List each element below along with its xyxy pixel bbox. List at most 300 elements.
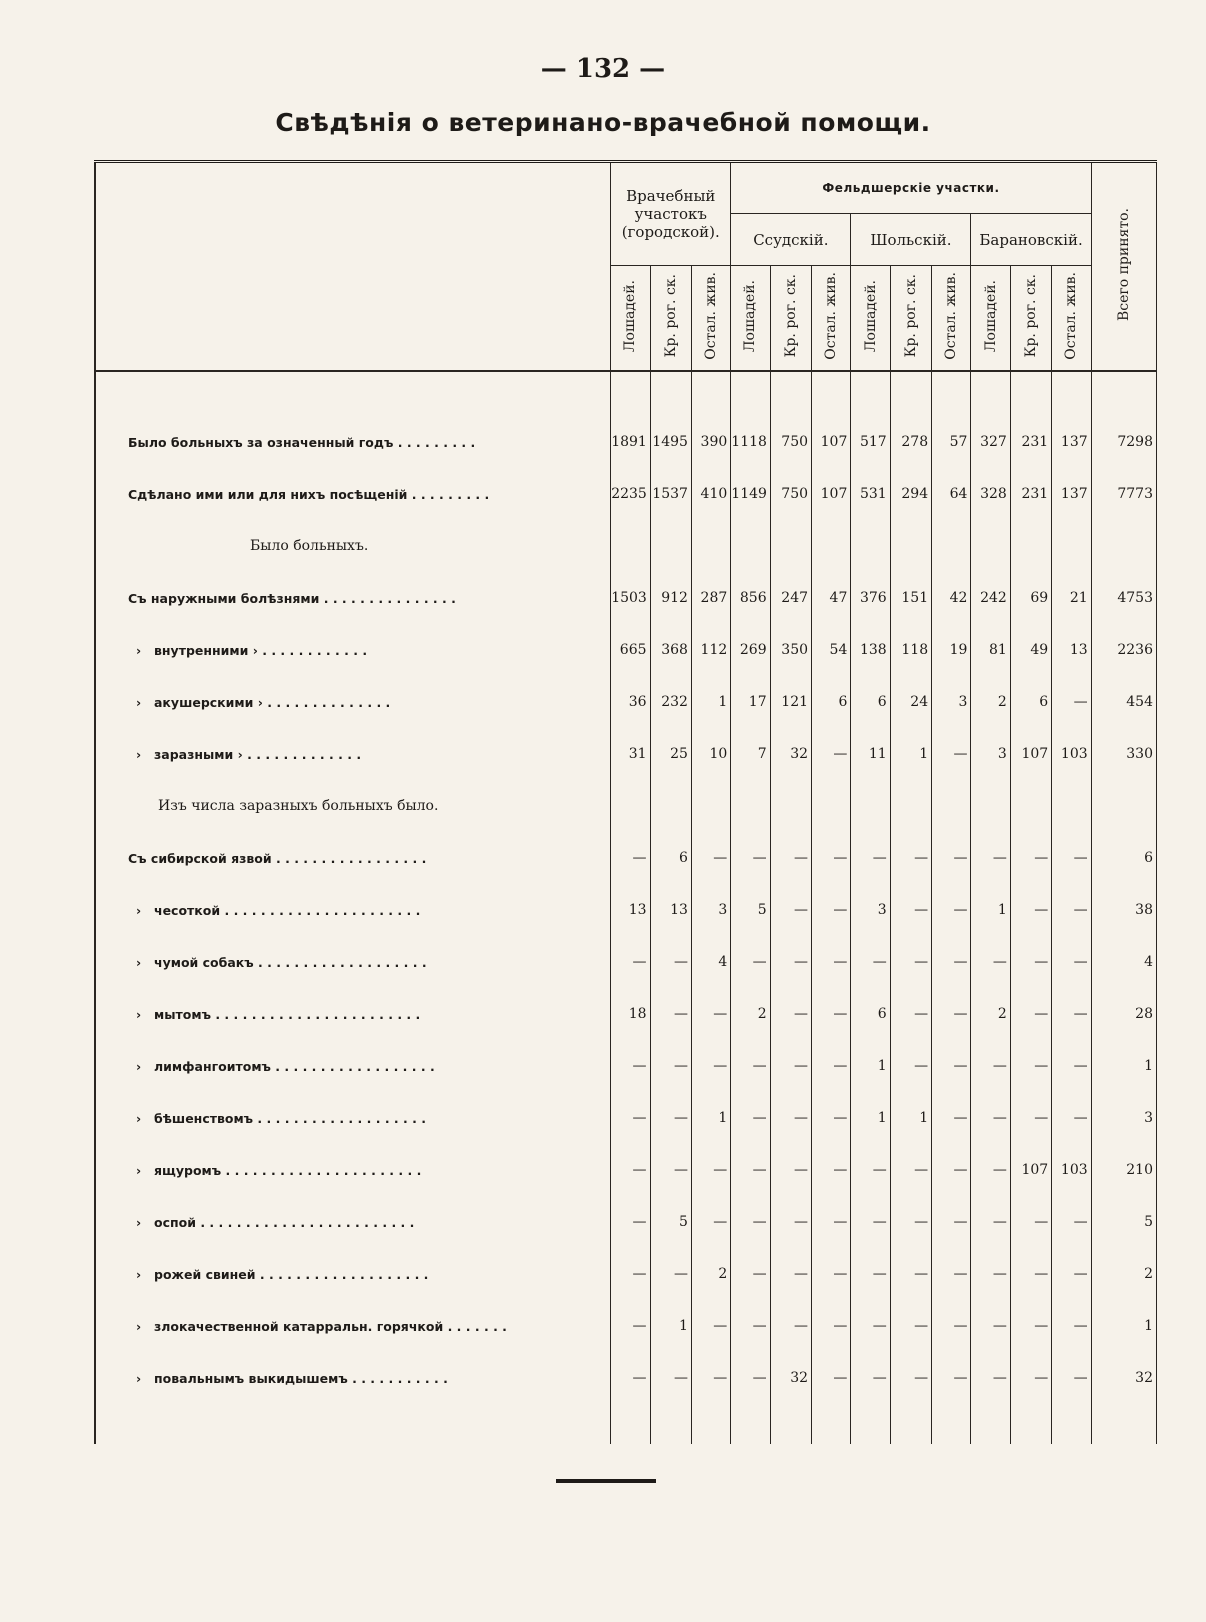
total-cell: 7298 (1091, 416, 1156, 468)
value-cell: — (812, 884, 851, 936)
value-cell: 269 (731, 624, 770, 676)
value-cell: — (650, 1040, 691, 1092)
value-cell: 69 (1010, 572, 1051, 624)
value-cell: — (650, 1352, 691, 1404)
value-cell: 118 (890, 624, 931, 676)
col-other-header: Остал. жив. (691, 266, 730, 372)
value-cell: — (890, 1300, 931, 1352)
value-cell: — (611, 1300, 650, 1352)
city-district-header: Врачебный участокъ (городской). (611, 162, 731, 266)
value-cell: 410 (691, 468, 730, 520)
value-cell: 13 (650, 884, 691, 936)
value-cell: — (932, 832, 971, 884)
value-cell: 1118 (731, 416, 770, 468)
value-cell: — (932, 1300, 971, 1352)
value-cell: 107 (812, 416, 851, 468)
value-cell: — (691, 1040, 730, 1092)
table-row (95, 1300, 1157, 1352)
value-cell: — (1052, 832, 1091, 884)
value-cell: — (1010, 1196, 1051, 1248)
value-cell: — (731, 1092, 770, 1144)
value-cell: — (851, 1144, 890, 1196)
value-cell: 517 (851, 416, 890, 468)
row-label-text: внутренними › . . . . . . . . . . . . (154, 642, 368, 658)
row-label (95, 416, 611, 468)
row-label (95, 1248, 611, 1300)
value-cell: — (932, 884, 971, 936)
value-cell: — (770, 1144, 811, 1196)
value-cell: 3 (932, 676, 971, 728)
value-cell: 81 (971, 624, 1010, 676)
value-cell: — (1052, 1248, 1091, 1300)
row-label (95, 1300, 611, 1352)
value-cell: 107 (1010, 728, 1051, 780)
value-cell: 36 (611, 676, 650, 728)
ditto-mark: › (136, 954, 142, 970)
total-column-header: Всего принято. (1091, 162, 1156, 372)
value-cell: — (1052, 988, 1091, 1040)
value-cell: 121 (770, 676, 811, 728)
value-cell: 5 (731, 884, 770, 936)
value-cell: 1 (851, 1040, 890, 1092)
value-cell: — (731, 936, 770, 988)
table-row (95, 1092, 1157, 1144)
row-label-text: злокачественной катарральн. горячкой . . . . . . . (154, 1318, 507, 1334)
value-cell: — (890, 988, 931, 1040)
total-cell: 2236 (1091, 624, 1156, 676)
value-cell: 287 (691, 572, 730, 624)
ditto-mark: › (136, 1058, 142, 1074)
value-cell: — (611, 832, 650, 884)
table-row (95, 1196, 1157, 1248)
value-cell: 10 (691, 728, 730, 780)
col-horses-header: Лошадей. (851, 266, 890, 372)
table-row (95, 988, 1157, 1040)
row-label-text: мытомъ . . . . . . . . . . . . . . . . . . . . . . . (154, 1006, 421, 1022)
value-cell: — (650, 988, 691, 1040)
empty-cell (770, 520, 811, 572)
empty-cell (851, 780, 890, 832)
table-row (95, 1040, 1157, 1092)
section-heading: Изъ числа заразныхъ больныхъ было. (95, 780, 611, 832)
value-cell: 107 (1010, 1144, 1051, 1196)
total-cell: 28 (1091, 988, 1156, 1040)
col-horses-header: Лошадей. (611, 266, 650, 372)
ditto-mark: › (136, 1162, 142, 1178)
value-cell: 390 (691, 416, 730, 468)
value-cell: 6 (812, 676, 851, 728)
value-cell: — (611, 936, 650, 988)
value-cell: 1 (890, 1092, 931, 1144)
total-cell: 1 (1091, 1040, 1156, 1092)
ditto-mark: › (136, 1266, 142, 1282)
value-cell: — (770, 832, 811, 884)
table-stub-header (95, 162, 611, 372)
district-sholsky-header: Шольскій. (851, 214, 971, 266)
value-cell: — (1010, 988, 1051, 1040)
empty-cell (650, 520, 691, 572)
value-cell: — (971, 1300, 1010, 1352)
value-cell: — (851, 1352, 890, 1404)
value-cell: — (770, 1040, 811, 1092)
value-cell: — (1052, 676, 1091, 728)
empty-cell (812, 780, 851, 832)
col-horses-header: Лошадей. (971, 266, 1010, 372)
total-cell: 32 (1091, 1352, 1156, 1404)
value-cell: 6 (851, 988, 890, 1040)
value-cell: 1 (650, 1300, 691, 1352)
col-cattle-header: Кр. рог. ск. (1010, 266, 1051, 372)
ditto-mark: › (136, 1370, 142, 1386)
value-cell: — (1052, 1300, 1091, 1352)
value-cell: — (1010, 884, 1051, 936)
value-cell: — (691, 1144, 730, 1196)
section-heading: Было больныхъ. (95, 520, 611, 572)
value-cell: 6 (851, 676, 890, 728)
total-cell: 210 (1091, 1144, 1156, 1196)
value-cell: — (890, 1352, 931, 1404)
value-cell: 3 (851, 884, 890, 936)
row-label (95, 1040, 611, 1092)
total-cell: 454 (1091, 676, 1156, 728)
value-cell: 49 (1010, 624, 1051, 676)
value-cell: — (932, 1092, 971, 1144)
row-label-text: оспой . . . . . . . . . . . . . . . . . . . . . . . . (154, 1214, 415, 1230)
value-cell: — (1052, 1092, 1091, 1144)
row-label-text: заразными › . . . . . . . . . . . . . (154, 746, 362, 762)
empty-cell (1091, 780, 1156, 832)
value-cell: — (932, 988, 971, 1040)
value-cell: — (851, 1248, 890, 1300)
value-cell: 2 (731, 988, 770, 1040)
row-label-text: повальнымъ выкидышемъ . . . . . . . . . . . (154, 1370, 448, 1386)
row-label (95, 832, 611, 884)
ditto-mark: › (136, 1318, 142, 1334)
value-cell: 47 (812, 572, 851, 624)
value-cell: 17 (731, 676, 770, 728)
total-cell: 7773 (1091, 468, 1156, 520)
empty-cell (971, 780, 1010, 832)
value-cell: 137 (1052, 416, 1091, 468)
value-cell: — (1010, 1300, 1051, 1352)
value-cell: — (1010, 1040, 1051, 1092)
value-cell: — (1052, 1196, 1091, 1248)
col-cattle-header: Кр. рог. ск. (650, 266, 691, 372)
row-label-text: чумой собакъ . . . . . . . . . . . . . . . . . . . (154, 954, 427, 970)
value-cell: 103 (1052, 1144, 1091, 1196)
value-cell: 3 (691, 884, 730, 936)
row-label-text: чесоткой . . . . . . . . . . . . . . . . . . . . . . (154, 902, 421, 918)
ditto-mark: › (136, 1214, 142, 1230)
value-cell: — (971, 1352, 1010, 1404)
row-label (95, 572, 611, 624)
empty-cell (1091, 520, 1156, 572)
ditto-mark: › (136, 694, 142, 710)
value-cell: 31 (611, 728, 650, 780)
value-cell: 247 (770, 572, 811, 624)
row-label (95, 936, 611, 988)
value-cell: — (851, 1196, 890, 1248)
value-cell: 6 (1010, 676, 1051, 728)
value-cell: — (1052, 936, 1091, 988)
value-cell: — (1052, 1040, 1091, 1092)
total-cell: 4 (1091, 936, 1156, 988)
row-label-text: Сдѣлано ими или для нихъ посѣщеній . . . . . . . . . (128, 486, 490, 502)
col-other-header: Остал. жив. (812, 266, 851, 372)
empty-cell (1052, 520, 1091, 572)
value-cell: 231 (1010, 416, 1051, 468)
row-label (95, 468, 611, 520)
value-cell: 19 (932, 624, 971, 676)
value-cell: 137 (1052, 468, 1091, 520)
table-row (95, 832, 1157, 884)
empty-cell (812, 520, 851, 572)
empty-cell (1010, 520, 1051, 572)
empty-cell (1052, 780, 1091, 832)
total-cell: 1 (1091, 1300, 1156, 1352)
value-cell: 856 (731, 572, 770, 624)
row-label (95, 624, 611, 676)
table-row (95, 1352, 1157, 1404)
value-cell: 107 (812, 468, 851, 520)
table-row (95, 676, 1157, 728)
ditto-mark: › (136, 746, 142, 762)
total-cell: 3 (1091, 1092, 1156, 1144)
value-cell: — (691, 1352, 730, 1404)
value-cell: 42 (932, 572, 971, 624)
district-ssudsky-header: Ссудскій. (731, 214, 851, 266)
value-cell: 103 (1052, 728, 1091, 780)
value-cell: 32 (770, 1352, 811, 1404)
value-cell: — (971, 1144, 1010, 1196)
value-cell: — (932, 936, 971, 988)
value-cell: 4 (691, 936, 730, 988)
value-cell: 7 (731, 728, 770, 780)
value-cell: — (611, 1092, 650, 1144)
empty-cell (691, 520, 730, 572)
value-cell: 1 (890, 728, 931, 780)
value-cell: — (1010, 1092, 1051, 1144)
value-cell: — (611, 1144, 650, 1196)
total-cell: 5 (1091, 1196, 1156, 1248)
value-cell: — (611, 1196, 650, 1248)
value-cell: 5 (650, 1196, 691, 1248)
empty-cell (611, 520, 650, 572)
value-cell: — (1052, 1352, 1091, 1404)
row-label (95, 1352, 611, 1404)
row-label-text: Съ наружными болѣзнями . . . . . . . . . . . . . . . (128, 590, 456, 606)
col-cattle-header: Кр. рог. ск. (890, 266, 931, 372)
row-label-text: лимфангоитомъ . . . . . . . . . . . . . . . . . . (154, 1058, 435, 1074)
value-cell: 54 (812, 624, 851, 676)
empty-cell (971, 520, 1010, 572)
row-label-text: рожей свиней . . . . . . . . . . . . . . . . . . . (154, 1266, 429, 1282)
value-cell: — (971, 936, 1010, 988)
empty-cell (731, 520, 770, 572)
value-cell: — (1010, 1352, 1051, 1404)
value-cell: — (650, 1144, 691, 1196)
empty-cell (611, 780, 650, 832)
value-cell: 1537 (650, 468, 691, 520)
value-cell: — (812, 1300, 851, 1352)
value-cell: — (890, 1196, 931, 1248)
value-cell: — (932, 1040, 971, 1092)
value-cell: 21 (1052, 572, 1091, 624)
value-cell: 232 (650, 676, 691, 728)
empty-cell (731, 780, 770, 832)
value-cell: 64 (932, 468, 971, 520)
value-cell: — (971, 1248, 1010, 1300)
empty-cell (851, 520, 890, 572)
value-cell: — (691, 1196, 730, 1248)
table-row (95, 572, 1157, 624)
table-row (95, 468, 1157, 520)
value-cell: — (971, 1040, 1010, 1092)
row-label-text: бѣшенствомъ . . . . . . . . . . . . . . . . . . . (154, 1110, 426, 1126)
value-cell: 294 (890, 468, 931, 520)
value-cell: — (812, 988, 851, 1040)
value-cell: 6 (650, 832, 691, 884)
value-cell: 32 (770, 728, 811, 780)
value-cell: — (812, 936, 851, 988)
value-cell: — (770, 1300, 811, 1352)
value-cell: 151 (890, 572, 931, 624)
value-cell: 278 (890, 416, 931, 468)
value-cell: 13 (1052, 624, 1091, 676)
value-cell: — (611, 1040, 650, 1092)
row-label (95, 884, 611, 936)
value-cell: — (1052, 884, 1091, 936)
value-cell: — (731, 1144, 770, 1196)
empty-cell (890, 520, 931, 572)
value-cell: — (890, 1248, 931, 1300)
value-cell: 11 (851, 728, 890, 780)
row-label (95, 676, 611, 728)
value-cell: 18 (611, 988, 650, 1040)
total-cell: 6 (1091, 832, 1156, 884)
row-label-text: акушерскими › . . . . . . . . . . . . . . (154, 694, 391, 710)
value-cell: — (890, 1144, 931, 1196)
row-label-text: Было больныхъ за означенный годъ . . . . . . . . . (128, 434, 476, 450)
value-cell: 350 (770, 624, 811, 676)
value-cell: — (812, 1040, 851, 1092)
value-cell: 531 (851, 468, 890, 520)
value-cell: — (1010, 936, 1051, 988)
value-cell: 231 (1010, 468, 1051, 520)
value-cell: 57 (932, 416, 971, 468)
value-cell: 328 (971, 468, 1010, 520)
value-cell: — (1010, 832, 1051, 884)
value-cell: — (770, 988, 811, 1040)
value-cell: — (932, 1248, 971, 1300)
table-row (95, 884, 1157, 936)
value-cell: — (851, 1300, 890, 1352)
empty-cell (932, 780, 971, 832)
value-cell: 2 (971, 988, 1010, 1040)
value-cell: — (812, 1196, 851, 1248)
value-cell: — (770, 1196, 811, 1248)
value-cell: 1495 (650, 416, 691, 468)
value-cell: — (611, 1352, 650, 1404)
value-cell: — (770, 936, 811, 988)
empty-cell (691, 780, 730, 832)
value-cell: 1503 (611, 572, 650, 624)
value-cell: — (812, 1248, 851, 1300)
value-cell: 750 (770, 416, 811, 468)
value-cell: — (691, 832, 730, 884)
value-cell: — (731, 1040, 770, 1092)
value-cell: 665 (611, 624, 650, 676)
value-cell: 376 (851, 572, 890, 624)
value-cell: 138 (851, 624, 890, 676)
value-cell: 1 (971, 884, 1010, 936)
table-row (95, 728, 1157, 780)
value-cell: — (611, 1248, 650, 1300)
spacer-row (95, 1404, 1157, 1444)
table-row (95, 1248, 1157, 1300)
value-cell: — (971, 1092, 1010, 1144)
value-cell: 2 (971, 676, 1010, 728)
value-cell: 1 (691, 1092, 730, 1144)
row-label-text: Съ сибирской язвой . . . . . . . . . . . . . . . . . (128, 850, 427, 866)
value-cell: 327 (971, 416, 1010, 468)
value-cell: — (691, 988, 730, 1040)
value-cell: — (971, 1196, 1010, 1248)
value-cell: — (971, 832, 1010, 884)
section-row (95, 520, 1157, 572)
page-title: Свѣдѣнія о ветеринано-врачебной помощи. (275, 108, 931, 137)
value-cell: — (731, 1248, 770, 1300)
value-cell: — (1010, 1248, 1051, 1300)
value-cell: — (851, 936, 890, 988)
value-cell: — (770, 1092, 811, 1144)
value-cell: 1149 (731, 468, 770, 520)
value-cell: 2 (691, 1248, 730, 1300)
table-row (95, 416, 1157, 468)
value-cell: — (812, 1144, 851, 1196)
value-cell: — (650, 1092, 691, 1144)
value-cell: — (731, 1352, 770, 1404)
value-cell: — (932, 1144, 971, 1196)
empty-cell (650, 780, 691, 832)
value-cell: — (650, 1248, 691, 1300)
value-cell: 912 (650, 572, 691, 624)
value-cell: — (932, 728, 971, 780)
value-cell: — (691, 1300, 730, 1352)
value-cell: — (812, 728, 851, 780)
empty-cell (932, 520, 971, 572)
page-number: — 132 — (540, 54, 666, 84)
row-label (95, 1196, 611, 1248)
value-cell: — (890, 832, 931, 884)
section-row (95, 780, 1157, 832)
value-cell: — (890, 936, 931, 988)
value-cell: — (890, 884, 931, 936)
value-cell: — (851, 832, 890, 884)
col-horses-header: Лошадей. (731, 266, 770, 372)
value-cell: — (650, 936, 691, 988)
row-label (95, 1144, 611, 1196)
empty-cell (1010, 780, 1051, 832)
value-cell: — (932, 1352, 971, 1404)
row-label (95, 988, 611, 1040)
value-cell: — (731, 832, 770, 884)
value-cell: 242 (971, 572, 1010, 624)
ditto-mark: › (136, 902, 142, 918)
value-cell: — (812, 1092, 851, 1144)
empty-cell (890, 780, 931, 832)
col-cattle-header: Кр. рог. ск. (770, 266, 811, 372)
